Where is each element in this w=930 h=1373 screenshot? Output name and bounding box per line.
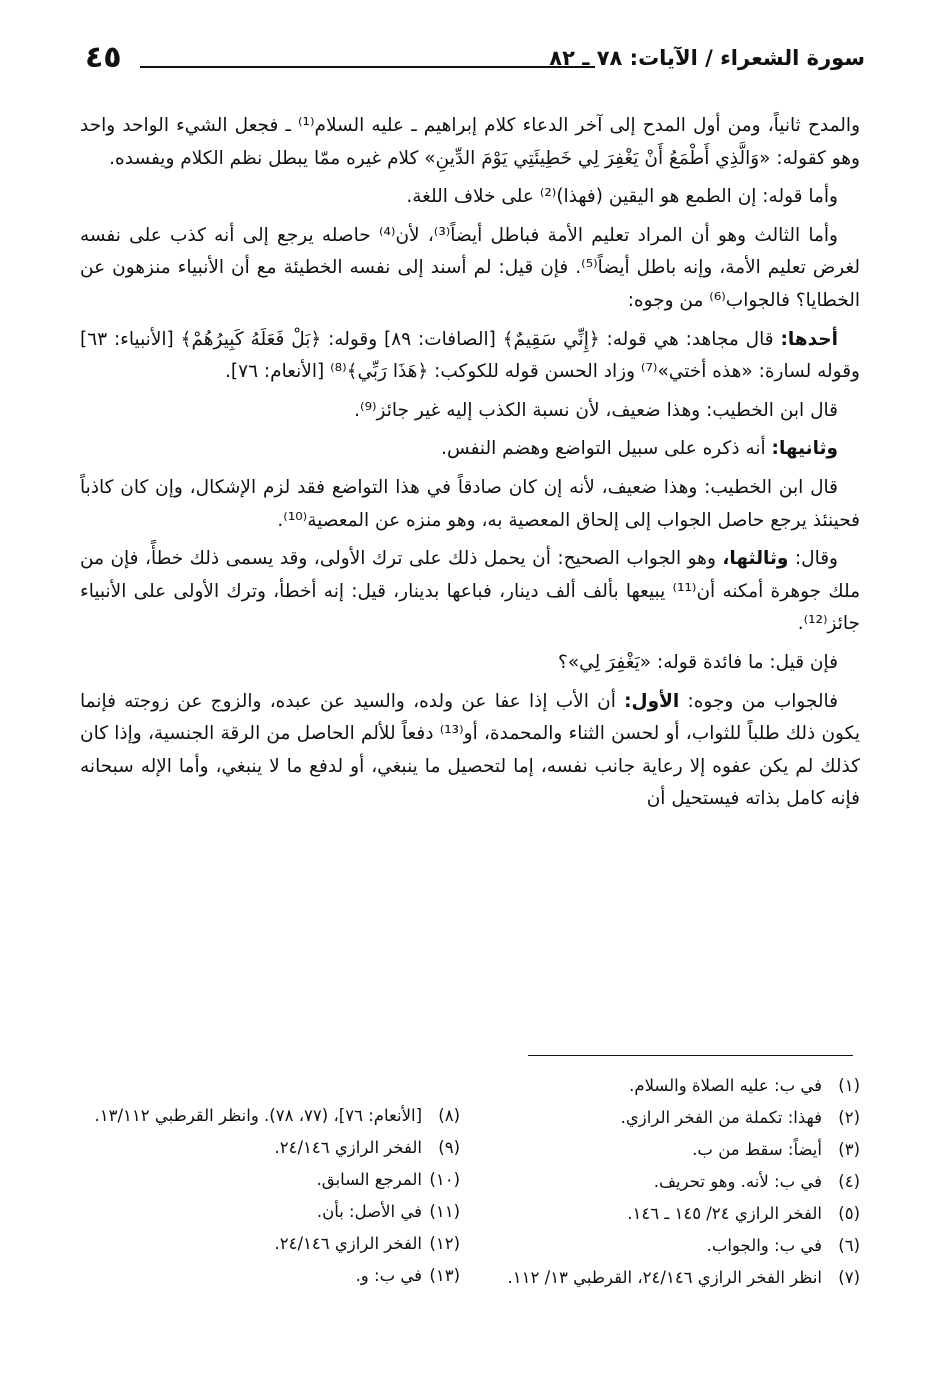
label-third: وثالثها،	[722, 548, 789, 570]
footnote-item: (٣) أيضاً: سقط من ب.	[692, 1140, 860, 1159]
footnote-item: (١) في ب: عليه الصلاة والسلام.	[629, 1076, 860, 1095]
page-header	[85, 38, 865, 78]
footnote-item: (٩) الفخر الرازي ٢٤/١٤٦.	[274, 1138, 460, 1157]
footnotes-right-column	[485, 1070, 860, 1294]
surah-title: سورة الشعراء / الآيات: ٧٨ ـ ٨٢	[549, 46, 865, 70]
paragraph-5: قال ابن الخطيب: وهذا ضعيف، لأن نسبة الكذب إليه غير جائز⁽⁹⁾.	[354, 399, 838, 421]
paragraph-7: قال ابن الخطيب: وهذا ضعيف، لأنه إن كان صادقاً في هذا التواضع فقد لزم الإشكال، وإن كان كاذباً فحينئذ يرجع حاصل الجواب إلى إلحاق المعصية به، وهو منزه عن المعصية⁽¹⁰⁾.	[80, 476, 860, 531]
footnote-item: (١١) في الأصل: بأن.	[316, 1202, 460, 1221]
paragraph-2: وأما قوله: إن الطمع هو اليقين (فهذا)⁽²⁾ على خلاف اللغة.	[406, 186, 838, 208]
label-second: وثانيها:	[771, 438, 838, 460]
paragraph-6	[80, 433, 860, 466]
label-first-answer: الأول:	[624, 690, 680, 712]
footnote-item: (٤) في ب: لأنه. وهو تحريف.	[653, 1172, 860, 1191]
paragraph-8	[80, 543, 860, 641]
footnotes-left-column	[80, 1100, 460, 1292]
footnote-item: (٦) في ب: والجواب.	[706, 1236, 860, 1255]
footnote-item: (٧) انظر الفخر الرازي ٢٤/١٤٦، القرطبي ١٣/ ١١٢.	[507, 1268, 860, 1287]
footnote-item: (٥) الفخر الرازي ٢٤/ ١٤٥ ـ ١٤٦.	[627, 1204, 860, 1223]
footnote-separator	[528, 1055, 853, 1056]
main-text	[80, 110, 860, 822]
page-number: ٤٥	[85, 40, 122, 75]
paragraph-3: وأما الثالث وهو أن المراد تعليم الأمة فباطل أيضاً⁽³⁾، لأن⁽⁴⁾ حاصله يرجع إلى أنه كذب على نفسه لغرض تعليم الأمة، وإنه باطل أيضاً⁽⁵⁾. فإن قيل: لم أسند إلى نفسه الخطيئة مع أن الأنبياء منزهون عن الخطايا؟ فالجواب⁽⁶⁾ من وجوه:	[80, 224, 860, 311]
paragraph-4	[80, 324, 860, 389]
paragraph-9: فإن قيل: ما فائدة قوله: «يَغْفِرَ لِي»؟	[558, 651, 838, 673]
label-first: أحدها:	[780, 328, 838, 350]
footnote-item: (٢) فهذا: تكملة من الفخر الرازي.	[620, 1108, 860, 1127]
footnote-item: (٨) [الأنعام: ٧٦]، (٧٧، ٧٨). وانظر القرطبي ١٣/١١٢.	[94, 1106, 460, 1125]
paragraph-10	[80, 686, 860, 816]
header-rule	[140, 66, 595, 68]
footnote-item: (١٣) في ب: و.	[355, 1266, 460, 1285]
paragraph-8-pre: وقال:	[794, 548, 838, 570]
paragraph-6-text: أنه ذكره على سبيل التواضع وهضم النفس.	[441, 438, 766, 460]
footnote-item: (١٢) الفخر الرازي ٢٤/١٤٦.	[274, 1234, 460, 1253]
paragraph-4-text: قال مجاهد: هي قوله: ﴿إِنِّي سَقِيمٌ﴾ [الصافات: ٨٩] وقوله: ﴿بَلْ فَعَلَهُ كَبِيرُهُمْ﴾ [الأنبياء: ٦٣] وقوله لسارة: «هذه أختي»⁽⁷⁾ وزاد الحسن قوله للكوكب: ﴿هَذَا رَبِّي﴾⁽⁸⁾ [الأنعام: ٧٦].	[80, 328, 860, 383]
footnote-item: (١٠) المرجع السابق.	[316, 1170, 460, 1189]
paragraph-8-text: وهو الجواب الصحيح: أن يحمل ذلك على ترك الأولى، وقد يسمى ذلك خطأً، فإن من ملك جوهرة أمكنه أن⁽¹¹⁾ يبيعها بألف ألف دينار، فباعها بدينار، قيل: إنه أخطأ، وترك الأولى على الأنبياء جائز⁽¹²⁾.	[80, 548, 861, 635]
paragraph-10-text: أن الأب إذا عفا عن ولده، والسيد عن عبده، والزوج عن زوجته فإنما يكون ذلك طلباً للثواب، أو لحسن الثناء والمحمدة، أو⁽¹³⁾ دفعاً للألم الحاصل من الرقة الجنسية، وإذا كان كذلك لم يكن عفوه إلا رعاية جانب نفسه، إما لتحصيل ما ينبغي، أو لدفع ما لا ينبغي، وأما الإله سبحانه فإنه كامل بذاته فيستحيل أن	[80, 690, 860, 810]
paragraph-1: والمدح ثانياً، ومن أول المدح إلى آخر الدعاء كلام إبراهيم ـ عليه السلام⁽¹⁾ ـ فجعل الشيء الواحد واحد وهو كقوله: «وَالَّذِي أَطْمَعُ أَنْ يَغْفِرَ لِي خَطِيئَتِي يَوْمَ الدِّينِ» كلام غيره ممّا يبطل نظم الكلام ويفسده.	[80, 115, 861, 169]
paragraph-10-pre: فالجواب من وجوه:	[687, 690, 839, 712]
